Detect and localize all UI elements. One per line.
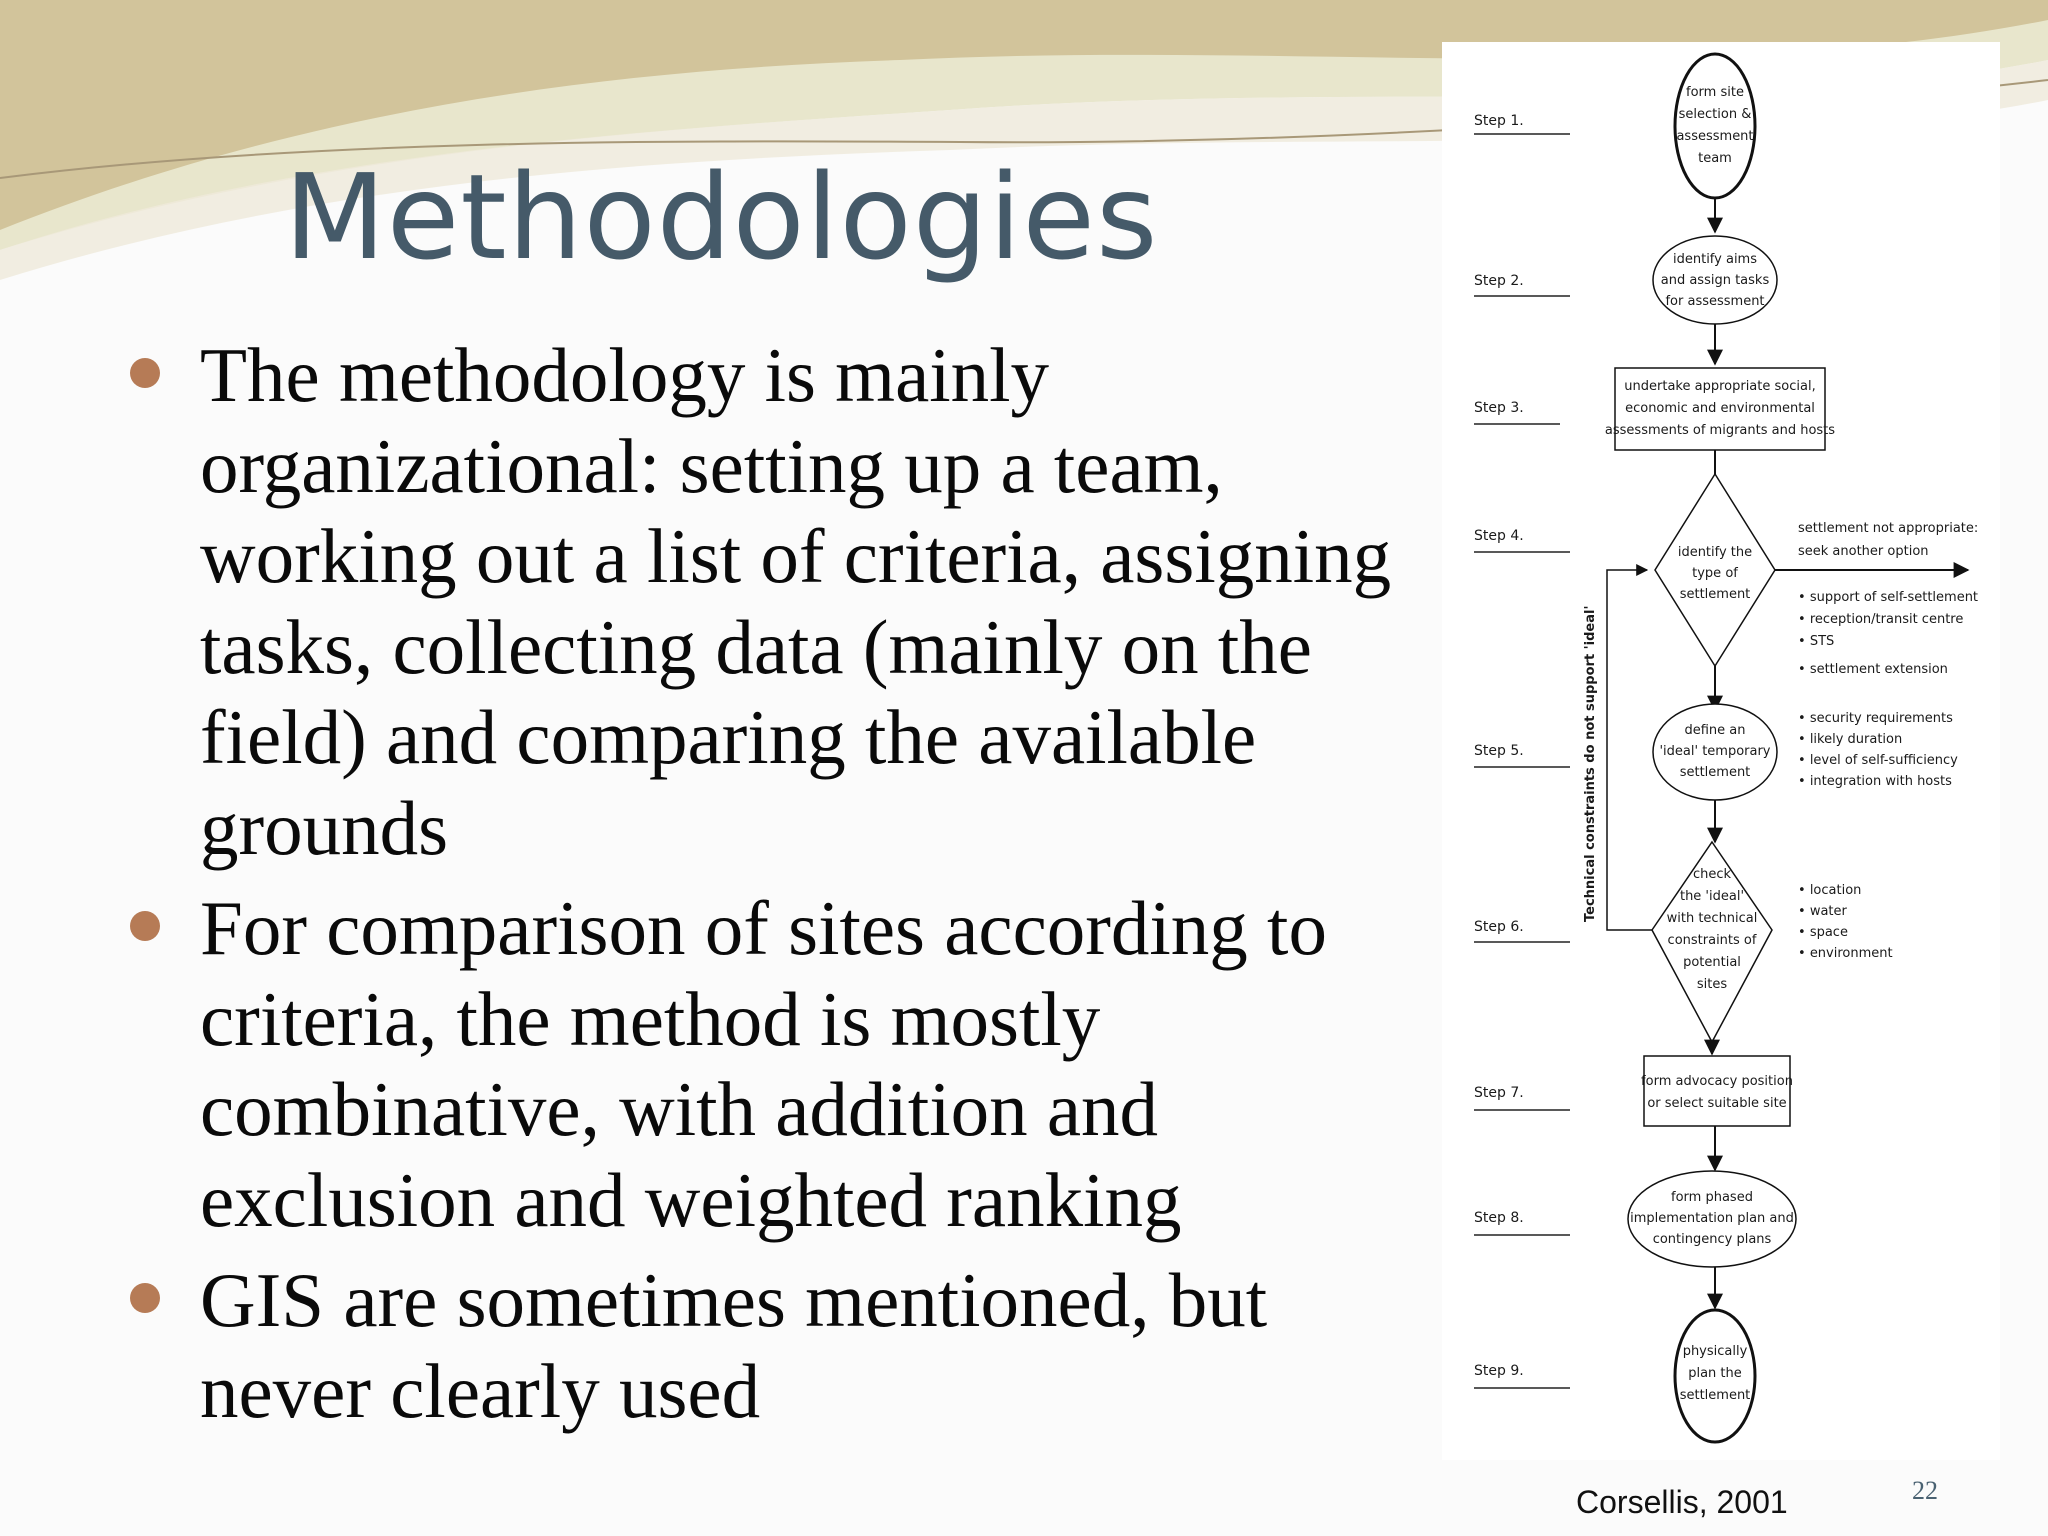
svg-text:• level of self-sufficiency: • level of self-sufficiency: [1798, 753, 1958, 768]
step-3: [1474, 400, 1560, 424]
step-5: [1474, 743, 1570, 767]
node-plan-settlement: [1675, 1310, 1755, 1442]
svg-text:• security requirements: • security requirements: [1798, 711, 1953, 726]
bullet-item: [120, 883, 1450, 1245]
step-2: [1474, 273, 1570, 296]
svg-text:contingency plans: contingency plans: [1652, 1232, 1772, 1247]
step-8: [1474, 1210, 1570, 1235]
bullet-text: GIS are sometimes mentioned, but never clearly used: [200, 1257, 1268, 1434]
svg-text:plan the: plan the: [1688, 1366, 1742, 1381]
svg-text:• likely duration: • likely duration: [1798, 732, 1903, 747]
svg-text:with technical: with technical: [1666, 911, 1758, 926]
svg-text:check: check: [1692, 867, 1732, 882]
svg-text:• support of self-settlement: • support of self-settlement: [1798, 590, 1979, 605]
svg-text:settlement not appropriate:: settlement not appropriate:: [1798, 521, 1979, 536]
settlement-types-list: [1798, 590, 1978, 677]
flowchart-panel: [1442, 42, 2000, 1460]
feedback-loop: [1583, 570, 1652, 930]
svg-text:Step 4.: Step 4.: [1474, 528, 1524, 544]
svg-text:• location: • location: [1798, 883, 1862, 898]
svg-text:identify the: identify the: [1677, 545, 1753, 560]
page-number: 22: [1912, 1476, 1938, 1505]
step-6: [1474, 919, 1570, 942]
svg-text:Step 2.: Step 2.: [1474, 273, 1524, 289]
slide-title: Methodologies: [284, 148, 1159, 286]
bullet-list: [120, 330, 1450, 1446]
svg-text:• integration with hosts: • integration with hosts: [1798, 774, 1952, 789]
bullet-dot-icon: [130, 911, 160, 941]
svg-text:'ideal' temporary: 'ideal' temporary: [1659, 744, 1771, 759]
step-1: [1474, 113, 1570, 134]
bullet-text: For comparison of sites according to criteria, the method is mostly combinative, with addition and exclusion and weighted ranking: [200, 885, 1327, 1243]
svg-text:• STS: • STS: [1798, 634, 1835, 649]
svg-text:• space: • space: [1798, 925, 1848, 940]
svg-text:or select suitable site: or select suitable site: [1647, 1096, 1787, 1111]
svg-text:Step 7.: Step 7.: [1474, 1085, 1524, 1101]
step-7: [1474, 1085, 1570, 1110]
step-4: [1474, 528, 1570, 552]
svg-text:Step 5.: Step 5.: [1474, 743, 1524, 759]
svg-text:for assessment: for assessment: [1665, 294, 1765, 309]
bullet-item: [120, 1255, 1450, 1436]
node-advocacy-position: [1641, 1056, 1793, 1126]
svg-text:form phased: form phased: [1671, 1190, 1753, 1205]
svg-text:and assign tasks: and assign tasks: [1660, 273, 1770, 288]
svg-text:• settlement extension: • settlement extension: [1798, 662, 1948, 677]
step-9: [1474, 1363, 1570, 1388]
svg-text:team: team: [1698, 151, 1732, 166]
bullet-dot-icon: [130, 1283, 160, 1313]
svg-text:assessments of migrants and ho: assessments of migrants and hosts: [1604, 423, 1836, 438]
node-define-ideal: [1653, 704, 1777, 800]
svg-text:define an: define an: [1684, 723, 1746, 738]
flowchart: [1442, 42, 2000, 1460]
svg-text:Technical constraints do not s: Technical constraints do not support 'ideal': [1583, 605, 1598, 922]
svg-text:identify aims: identify aims: [1673, 252, 1757, 267]
svg-text:seek another option: seek another option: [1798, 544, 1929, 559]
bullet-text: The methodology is mainly organizational: setting up a team, working out a list of criteria, assigning tasks, collecting data (mainly on the field) and comparing the available grounds: [200, 332, 1392, 871]
ideal-factors-list: [1798, 711, 1958, 789]
node-assessments: [1605, 368, 1835, 450]
node-identify-settlement-type: [1655, 474, 1775, 666]
svg-text:form advocacy position: form advocacy position: [1641, 1074, 1793, 1089]
node-form-team: [1675, 54, 1755, 198]
svg-text:physically: physically: [1682, 1344, 1748, 1359]
svg-text:settlement: settlement: [1679, 1388, 1751, 1403]
svg-text:Step 6.: Step 6.: [1474, 919, 1524, 935]
svg-text:Step 9.: Step 9.: [1474, 1363, 1524, 1379]
svg-text:• water: • water: [1798, 904, 1847, 919]
svg-text:Step 1.: Step 1.: [1474, 113, 1524, 129]
node-identify-aims: [1653, 236, 1777, 324]
svg-text:implementation plan and: implementation plan and: [1630, 1211, 1794, 1226]
svg-text:potential: potential: [1683, 955, 1741, 970]
svg-text:Step 8.: Step 8.: [1474, 1210, 1524, 1226]
svg-text:undertake appropriate social,: undertake appropriate social,: [1624, 379, 1816, 394]
svg-text:settlement: settlement: [1679, 765, 1751, 780]
svg-text:the 'ideal': the 'ideal': [1679, 889, 1745, 904]
step-labels: [1474, 113, 1570, 1388]
svg-text:• environment: • environment: [1798, 946, 1893, 961]
svg-text:• reception/transit centre: • reception/transit centre: [1798, 612, 1964, 627]
bullet-item: [120, 330, 1450, 873]
exit-note: [1798, 521, 1978, 559]
node-check-ideal: [1652, 842, 1772, 1042]
svg-text:sites: sites: [1696, 977, 1728, 992]
svg-text:economic and environmental: economic and environmental: [1625, 401, 1815, 416]
site-factors-list: [1798, 883, 1893, 961]
citation: Corsellis, 2001: [1576, 1484, 1788, 1520]
node-phased-plan: [1628, 1171, 1796, 1267]
svg-text:Step 3.: Step 3.: [1474, 400, 1524, 416]
svg-text:type of: type of: [1692, 566, 1738, 581]
svg-text:constraints of: constraints of: [1667, 933, 1757, 948]
svg-text:form site: form site: [1686, 85, 1744, 100]
svg-text:selection &: selection &: [1678, 107, 1752, 122]
svg-text:assessment: assessment: [1676, 129, 1754, 144]
bullet-dot-icon: [130, 358, 160, 388]
svg-text:settlement: settlement: [1679, 587, 1751, 602]
